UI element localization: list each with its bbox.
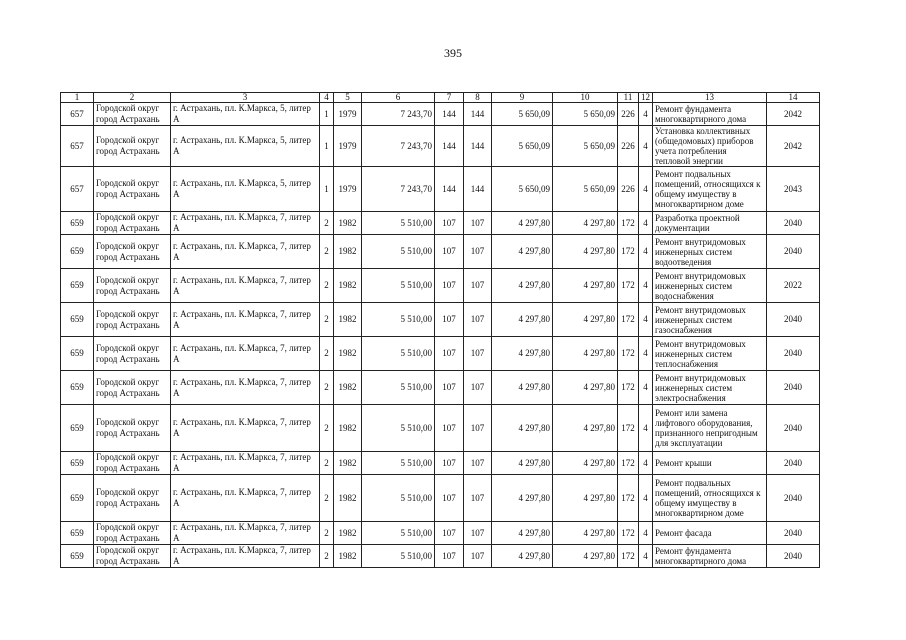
municipality-cell: Городской округ город Астрахань <box>94 103 171 126</box>
planned-year-cell: 2040 <box>767 475 820 522</box>
municipality-cell: Городской округ город Астрахань <box>94 303 171 337</box>
table-row <box>61 337 820 371</box>
row-number-cell: 659 <box>61 212 94 235</box>
planned-year-cell: 2040 <box>767 235 820 269</box>
col-9-cell: 4 297,80 <box>492 545 553 568</box>
col-4-cell: 2 <box>320 212 334 235</box>
col-7-cell: 107 <box>435 269 464 303</box>
col-12-cell: 4 <box>639 545 653 568</box>
year-cell: 1982 <box>334 337 362 371</box>
table-row <box>61 212 820 235</box>
col-10-cell: 4 297,80 <box>553 212 618 235</box>
planned-year-cell: 2040 <box>767 405 820 452</box>
work-type-cell: Ремонт фундамента многоквартирного дома <box>653 545 767 568</box>
col-10-cell: 4 297,80 <box>553 545 618 568</box>
col-7-cell: 107 <box>435 371 464 405</box>
col-9-cell: 5 650,09 <box>492 167 553 212</box>
work-type-cell: Ремонт внутридомовых инженерных систем водоснабжения <box>653 269 767 303</box>
municipality-cell: Городской округ город Астрахань <box>94 269 171 303</box>
col-header: 8 <box>464 93 492 103</box>
area-cell: 7 243,70 <box>362 126 435 167</box>
planned-year-cell: 2040 <box>767 452 820 475</box>
year-cell: 1982 <box>334 269 362 303</box>
col-9-cell: 4 297,80 <box>492 337 553 371</box>
area-cell: 5 510,00 <box>362 235 435 269</box>
col-4-cell: 1 <box>320 103 334 126</box>
municipality-cell: Городской округ город Астрахань <box>94 212 171 235</box>
municipality-cell: Городской округ город Астрахань <box>94 126 171 167</box>
col-10-cell: 4 297,80 <box>553 452 618 475</box>
municipality-cell: Городской округ город Астрахань <box>94 475 171 522</box>
area-cell: 5 510,00 <box>362 337 435 371</box>
col-11-cell: 172 <box>618 405 639 452</box>
col-9-cell: 5 650,09 <box>492 126 553 167</box>
col-11-cell: 226 <box>618 126 639 167</box>
col-header: 2 <box>94 93 171 103</box>
area-cell: 5 510,00 <box>362 371 435 405</box>
work-type-cell: Ремонт подвальных помещений, относящихся к общему имуществу в многоквартирном доме <box>653 167 767 212</box>
col-10-cell: 4 297,80 <box>553 522 618 545</box>
col-12-cell: 4 <box>639 452 653 475</box>
work-type-cell: Ремонт фасада <box>653 522 767 545</box>
col-8-cell: 107 <box>464 269 492 303</box>
planned-year-cell: 2040 <box>767 337 820 371</box>
col-header: 6 <box>362 93 435 103</box>
col-4-cell: 2 <box>320 522 334 545</box>
table-row <box>61 371 820 405</box>
year-cell: 1982 <box>334 235 362 269</box>
area-cell: 5 510,00 <box>362 212 435 235</box>
col-11-cell: 172 <box>618 522 639 545</box>
col-10-cell: 5 650,09 <box>553 126 618 167</box>
col-11-cell: 226 <box>618 167 639 212</box>
planned-year-cell: 2022 <box>767 269 820 303</box>
address-cell: г. Астрахань, пл. К.Маркса, 7, литер А <box>171 269 320 303</box>
work-type-cell: Ремонт крыши <box>653 452 767 475</box>
table-row <box>61 452 820 475</box>
year-cell: 1982 <box>334 371 362 405</box>
work-type-cell: Ремонт внутридомовых инженерных систем водоотведения <box>653 235 767 269</box>
col-8-cell: 107 <box>464 405 492 452</box>
col-8-cell: 144 <box>464 126 492 167</box>
year-cell: 1982 <box>334 212 362 235</box>
col-4-cell: 2 <box>320 452 334 475</box>
col-4-cell: 2 <box>320 269 334 303</box>
col-8-cell: 144 <box>464 167 492 212</box>
col-header: 10 <box>553 93 618 103</box>
municipality-cell: Городской округ город Астрахань <box>94 522 171 545</box>
work-type-cell: Ремонт внутридомовых инженерных систем теплоснабжения <box>653 337 767 371</box>
col-4-cell: 2 <box>320 337 334 371</box>
planned-year-cell: 2040 <box>767 303 820 337</box>
col-9-cell: 5 650,09 <box>492 103 553 126</box>
col-4-cell: 2 <box>320 475 334 522</box>
col-11-cell: 172 <box>618 212 639 235</box>
col-7-cell: 107 <box>435 337 464 371</box>
year-cell: 1979 <box>334 103 362 126</box>
table-row <box>61 522 820 545</box>
table-row <box>61 126 820 167</box>
table-row <box>61 475 820 522</box>
planned-year-cell: 2040 <box>767 212 820 235</box>
col-4-cell: 2 <box>320 371 334 405</box>
column-number-row <box>61 93 820 103</box>
col-7-cell: 144 <box>435 126 464 167</box>
municipality-cell: Городской округ город Астрахань <box>94 167 171 212</box>
col-11-cell: 172 <box>618 337 639 371</box>
address-cell: г. Астрахань, пл. К.Маркса, 7, литер А <box>171 337 320 371</box>
row-number-cell: 659 <box>61 337 94 371</box>
area-cell: 5 510,00 <box>362 452 435 475</box>
col-4-cell: 2 <box>320 235 334 269</box>
col-8-cell: 107 <box>464 475 492 522</box>
col-7-cell: 107 <box>435 235 464 269</box>
col-12-cell: 4 <box>639 371 653 405</box>
municipality-cell: Городской округ город Астрахань <box>94 405 171 452</box>
page-number: 395 <box>444 46 462 60</box>
col-9-cell: 4 297,80 <box>492 405 553 452</box>
col-8-cell: 107 <box>464 371 492 405</box>
col-7-cell: 107 <box>435 405 464 452</box>
col-10-cell: 5 650,09 <box>553 167 618 212</box>
col-header: 3 <box>171 93 320 103</box>
col-header: 9 <box>492 93 553 103</box>
year-cell: 1982 <box>334 405 362 452</box>
col-7-cell: 107 <box>435 303 464 337</box>
col-10-cell: 4 297,80 <box>553 475 618 522</box>
col-11-cell: 226 <box>618 103 639 126</box>
year-cell: 1982 <box>334 522 362 545</box>
col-12-cell: 4 <box>639 269 653 303</box>
table-row <box>61 103 820 126</box>
col-8-cell: 107 <box>464 452 492 475</box>
col-8-cell: 144 <box>464 103 492 126</box>
planned-year-cell: 2042 <box>767 103 820 126</box>
col-12-cell: 4 <box>639 167 653 212</box>
planned-year-cell: 2040 <box>767 545 820 568</box>
col-10-cell: 4 297,80 <box>553 337 618 371</box>
col-12-cell: 4 <box>639 475 653 522</box>
area-cell: 7 243,70 <box>362 103 435 126</box>
col-4-cell: 1 <box>320 126 334 167</box>
row-number-cell: 659 <box>61 371 94 405</box>
address-cell: г. Астрахань, пл. К.Маркса, 7, литер А <box>171 371 320 405</box>
area-cell: 5 510,00 <box>362 405 435 452</box>
col-11-cell: 172 <box>618 452 639 475</box>
col-12-cell: 4 <box>639 103 653 126</box>
row-number-cell: 657 <box>61 126 94 167</box>
col-10-cell: 5 650,09 <box>553 103 618 126</box>
col-header: 5 <box>334 93 362 103</box>
table-body <box>61 93 820 568</box>
col-header: 4 <box>320 93 334 103</box>
address-cell: г. Астрахань, пл. К.Маркса, 5, литер А <box>171 103 320 126</box>
address-cell: г. Астрахань, пл. К.Маркса, 7, литер А <box>171 212 320 235</box>
row-number-cell: 659 <box>61 522 94 545</box>
col-12-cell: 4 <box>639 303 653 337</box>
address-cell: г. Астрахань, пл. К.Маркса, 7, литер А <box>171 235 320 269</box>
col-10-cell: 4 297,80 <box>553 371 618 405</box>
table-row <box>61 269 820 303</box>
col-11-cell: 172 <box>618 545 639 568</box>
municipality-cell: Городской округ город Астрахань <box>94 371 171 405</box>
col-7-cell: 144 <box>435 103 464 126</box>
area-cell: 7 243,70 <box>362 167 435 212</box>
area-cell: 5 510,00 <box>362 545 435 568</box>
area-cell: 5 510,00 <box>362 522 435 545</box>
col-8-cell: 107 <box>464 522 492 545</box>
col-8-cell: 107 <box>464 337 492 371</box>
col-7-cell: 107 <box>435 522 464 545</box>
col-header: 12 <box>639 93 653 103</box>
area-cell: 5 510,00 <box>362 475 435 522</box>
address-cell: г. Астрахань, пл. К.Маркса, 7, литер А <box>171 475 320 522</box>
col-7-cell: 107 <box>435 545 464 568</box>
work-type-cell: Установка коллективных (общедомовых) приборов учета потребления тепловой энергии <box>653 126 767 167</box>
col-8-cell: 107 <box>464 235 492 269</box>
col-9-cell: 4 297,80 <box>492 522 553 545</box>
row-number-cell: 659 <box>61 452 94 475</box>
row-number-cell: 657 <box>61 103 94 126</box>
row-number-cell: 659 <box>61 475 94 522</box>
col-10-cell: 4 297,80 <box>553 235 618 269</box>
col-10-cell: 4 297,80 <box>553 405 618 452</box>
col-12-cell: 4 <box>639 235 653 269</box>
col-4-cell: 2 <box>320 303 334 337</box>
address-cell: г. Астрахань, пл. К.Маркса, 5, литер А <box>171 126 320 167</box>
table-row <box>61 405 820 452</box>
col-header: 11 <box>618 93 639 103</box>
col-12-cell: 4 <box>639 405 653 452</box>
row-number-cell: 659 <box>61 545 94 568</box>
col-4-cell: 1 <box>320 167 334 212</box>
area-cell: 5 510,00 <box>362 303 435 337</box>
work-type-cell: Разработка проектной документации <box>653 212 767 235</box>
col-4-cell: 2 <box>320 405 334 452</box>
col-header: 14 <box>767 93 820 103</box>
col-8-cell: 107 <box>464 212 492 235</box>
col-8-cell: 107 <box>464 545 492 568</box>
planned-year-cell: 2042 <box>767 126 820 167</box>
year-cell: 1979 <box>334 126 362 167</box>
col-header: 1 <box>61 93 94 103</box>
col-9-cell: 4 297,80 <box>492 452 553 475</box>
col-11-cell: 172 <box>618 475 639 522</box>
year-cell: 1982 <box>334 452 362 475</box>
col-9-cell: 4 297,80 <box>492 371 553 405</box>
work-type-cell: Ремонт внутридомовых инженерных систем газоснабжения <box>653 303 767 337</box>
col-7-cell: 107 <box>435 452 464 475</box>
address-cell: г. Астрахань, пл. К.Маркса, 7, литер А <box>171 522 320 545</box>
row-number-cell: 657 <box>61 167 94 212</box>
municipality-cell: Городской округ город Астрахань <box>94 337 171 371</box>
repair-program-table <box>60 92 820 568</box>
col-11-cell: 172 <box>618 371 639 405</box>
col-12-cell: 4 <box>639 337 653 371</box>
row-number-cell: 659 <box>61 235 94 269</box>
planned-year-cell: 2040 <box>767 522 820 545</box>
col-12-cell: 4 <box>639 212 653 235</box>
row-number-cell: 659 <box>61 405 94 452</box>
table-row <box>61 545 820 568</box>
work-type-cell: Ремонт внутридомовых инженерных систем электроснабжения <box>653 371 767 405</box>
address-cell: г. Астрахань, пл. К.Маркса, 7, литер А <box>171 452 320 475</box>
planned-year-cell: 2040 <box>767 371 820 405</box>
col-7-cell: 107 <box>435 212 464 235</box>
col-12-cell: 4 <box>639 522 653 545</box>
col-9-cell: 4 297,80 <box>492 303 553 337</box>
address-cell: г. Астрахань, пл. К.Маркса, 7, литер А <box>171 303 320 337</box>
year-cell: 1982 <box>334 475 362 522</box>
year-cell: 1982 <box>334 545 362 568</box>
municipality-cell: Городской округ город Астрахань <box>94 545 171 568</box>
col-11-cell: 172 <box>618 303 639 337</box>
year-cell: 1979 <box>334 167 362 212</box>
col-header: 7 <box>435 93 464 103</box>
planned-year-cell: 2043 <box>767 167 820 212</box>
work-type-cell: Ремонт или замена лифтового оборудования, признанного непригодным для эксплуатации <box>653 405 767 452</box>
col-11-cell: 172 <box>618 235 639 269</box>
table-row <box>61 167 820 212</box>
row-number-cell: 659 <box>61 269 94 303</box>
col-8-cell: 107 <box>464 303 492 337</box>
municipality-cell: Городской округ город Астрахань <box>94 235 171 269</box>
area-cell: 5 510,00 <box>362 269 435 303</box>
col-7-cell: 144 <box>435 167 464 212</box>
col-9-cell: 4 297,80 <box>492 475 553 522</box>
address-cell: г. Астрахань, пл. К.Маркса, 7, литер А <box>171 545 320 568</box>
year-cell: 1982 <box>334 303 362 337</box>
col-12-cell: 4 <box>639 126 653 167</box>
table-row <box>61 303 820 337</box>
municipality-cell: Городской округ город Астрахань <box>94 452 171 475</box>
col-9-cell: 4 297,80 <box>492 212 553 235</box>
work-type-cell: Ремонт фундамента многоквартирного дома <box>653 103 767 126</box>
col-7-cell: 107 <box>435 475 464 522</box>
col-9-cell: 4 297,80 <box>492 235 553 269</box>
table-row <box>61 235 820 269</box>
col-header: 13 <box>653 93 767 103</box>
address-cell: г. Астрахань, пл. К.Маркса, 7, литер А <box>171 405 320 452</box>
col-10-cell: 4 297,80 <box>553 303 618 337</box>
col-11-cell: 172 <box>618 269 639 303</box>
col-4-cell: 2 <box>320 545 334 568</box>
work-type-cell: Ремонт подвальных помещений, относящихся к общему имуществу в многоквартирном доме <box>653 475 767 522</box>
address-cell: г. Астрахань, пл. К.Маркса, 5, литер А <box>171 167 320 212</box>
col-9-cell: 4 297,80 <box>492 269 553 303</box>
row-number-cell: 659 <box>61 303 94 337</box>
col-10-cell: 4 297,80 <box>553 269 618 303</box>
